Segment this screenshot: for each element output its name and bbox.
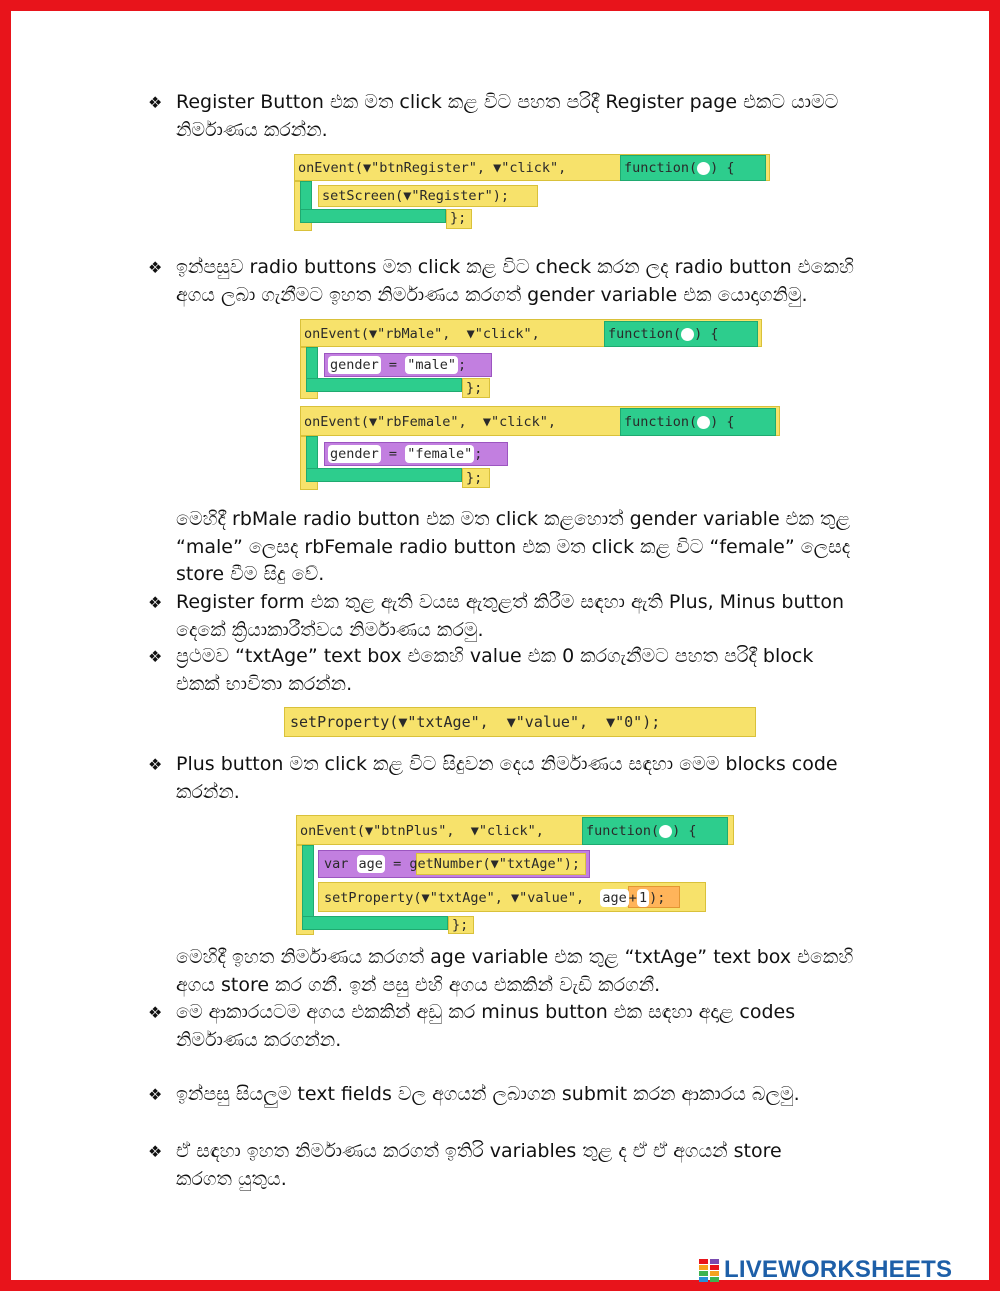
text-line: දෙකේ ක්‍රියාකාරීත්වය නිර්මාණය කරමු. [176,618,484,641]
logo-blocks-icon [698,1255,722,1285]
code-punct: ) { [694,326,719,342]
code-punct: ; [571,856,581,872]
text-line: store වීම සිදු වේ. [176,563,325,585]
code-operator: = [393,856,402,872]
variable-name: age [602,890,627,906]
code-block-btn-register: onEvent(▼"btnRegister", ▼"click", function( ) { setScreen(▼"Register"); }; [294,151,770,233]
string-value: "male" [407,357,456,373]
code-arg: "txtAge", [407,713,489,731]
code-punct: ; [474,446,483,462]
variable-name: gender [330,357,379,373]
paragraph-plus-button [176,751,838,806]
code-keyword: setProperty( [324,890,422,906]
param-slot [659,825,672,838]
bullet-icon: ❖ [148,93,163,112]
code-arg: "txtAge") [498,856,572,872]
code-arg: "rbMale", [377,326,451,342]
code-keyword: function( [624,160,698,176]
text-line: අගය store කර ගනී. ඉන් පසු එහි අගය එකකින් වැඩි කරගනී. [176,973,661,996]
code-arg: "btnPlus", [373,823,455,839]
bullet-icon: ❖ [148,1142,163,1161]
code-block-set-property: setProperty(▼"txtAge", ▼"value", ▼"0"); [284,707,756,737]
code-keyword: onEvent( [300,823,366,839]
code-arg: "0"); [615,713,661,731]
code-punct: ) { [710,414,735,430]
code-punct: ) { [710,160,735,176]
bullet-icon: ❖ [148,647,163,666]
code-close: }; [450,210,467,226]
text-line: ඒ සඳහා ඉහත නිර්මාණය කරගත් ඉතිරි variables තුළ ද ඒ ඒ අගයන් store [176,1140,782,1162]
code-keyword: var [324,856,349,872]
text-line: නිර්මාණය කරන්න. [176,118,328,141]
paragraph-minus-button [176,999,795,1054]
bullet-icon: ❖ [148,1003,163,1022]
param-slot [681,328,694,341]
code-operator: = [388,446,398,462]
code-arg: "btnRegister", [371,160,485,176]
text-line: මෙහිදී ඉහත නිර්මාණය කරගත් age variable එක තුළ “txtAge” text box එකෙහි [176,946,854,968]
code-operator: = [388,357,398,373]
param-slot [697,416,710,429]
code-keyword: onEvent( [304,414,370,430]
text-line: කරගත යුතුය. [176,1167,287,1190]
code-keyword: function( [624,414,698,430]
code-arg: "value", [519,890,585,906]
code-arg: "Register"); [411,188,509,204]
logo-text: LIVEWORKSHEETS [724,1256,953,1283]
text-line: කරන්න. [176,780,240,803]
code-arg: "click", [478,823,544,839]
code-operator: + [628,890,637,906]
code-block-btn-plus: onEvent(▼"btnPlus", ▼"click", function( ) { var age = getNumber(▼"txtAge"); setProperty(▼"txtAge", ▼"value", age + 1 ); }; [296,812,734,936]
text-line: නිර්මාණය කරගන්න. [176,1028,342,1051]
bullet-icon: ❖ [148,755,163,774]
bullet-icon: ❖ [148,593,163,612]
code-arg: "value", [515,713,589,731]
text-line: එකක් භාවිතා කරන්න. [176,672,353,695]
paragraph-txtage-init [176,643,813,698]
text-line: අගය ලබා ගැනීමට ඉහත නිර්මාණය කරගත් gender variable එක යොදාගනිමු. [176,283,808,306]
string-value: "female" [407,446,473,462]
text-line: මෙහිදී rbMale radio button එක මත click කළහොත් gender variable එක තුළ [176,508,850,530]
code-keyword: onEvent( [304,326,370,342]
code-block-rb-female: onEvent(▼"rbFemale", ▼"click", function( ) { gender = "female" ; }; [300,403,780,491]
variable-name: age [358,856,383,872]
text-line: ප්‍රථමව “txtAge” text box එකෙහි value එක 0 කරගැනීමට පහත පරිදී block [176,645,814,667]
text-line: මෙ ආකාරයටම අගය එකකින් අඩු කර minus button එක සඳහා අදාළ codes [176,1001,796,1023]
code-punct: ) { [672,823,697,839]
code-keyword: function( [608,326,682,342]
number-value: 1 [638,890,648,906]
paragraph-submit [176,1081,800,1109]
text-line: ඉන්පසුව radio buttons මත click කළ විට check කරන ලද radio button එකෙහි [176,256,854,278]
paragraph-variables [176,1138,782,1193]
code-keyword: onEvent( [298,160,364,176]
code-close: }; [466,470,483,486]
variable-name: gender [330,446,379,462]
bullet-icon: ❖ [148,1085,163,1104]
text-line: ඉන්පසු සියලුම text fields වල අගයන් ලබාගන submit කරන ආකාරය බලමු. [176,1083,800,1105]
bullet-icon: ❖ [148,258,163,277]
text-line: Plus button මත click කළ විට සිදුවන දෙය නිර්මාණය සඳහා මෙම blocks code [176,753,838,775]
code-keyword: function( [586,823,660,839]
code-keyword: getNumber( [409,856,491,872]
code-punct: ; [457,357,467,373]
paragraph-rb-explanation [176,506,850,589]
code-punct: ); [649,890,666,906]
paragraph-age-explanation [176,944,853,999]
code-arg: "rbFemale", [377,414,467,430]
code-close: }; [452,917,469,933]
paragraph-radio-buttons [176,254,854,309]
code-keyword: setProperty( [290,713,399,731]
code-close: }; [466,380,483,396]
code-block-rb-male: onEvent(▼"rbMale", ▼"click", function( ) { gender = "male" ; }; [300,316,762,400]
param-slot [697,162,710,175]
text-line: “male” ලෙසද rbFemale radio button එක මත click කළ විට “female” ලෙසද [176,535,851,558]
paragraph-register-button [176,89,838,144]
code-arg: "click", [490,414,556,430]
code-arg: "txtAge", [429,890,503,906]
text-line: Register Button එක මත click කළ විට පහත පරිදී Register page එකට යාමට [176,91,839,113]
paragraph-plus-minus [176,589,844,644]
code-keyword: setScreen( [322,188,404,204]
text-line: Register form එක තුළ ඇති වයස ඇතුළත් කිරීම සඳහා ඇති Plus, Minus button [176,591,845,613]
code-arg: "click", [474,326,540,342]
code-arg: "click", [501,160,567,176]
